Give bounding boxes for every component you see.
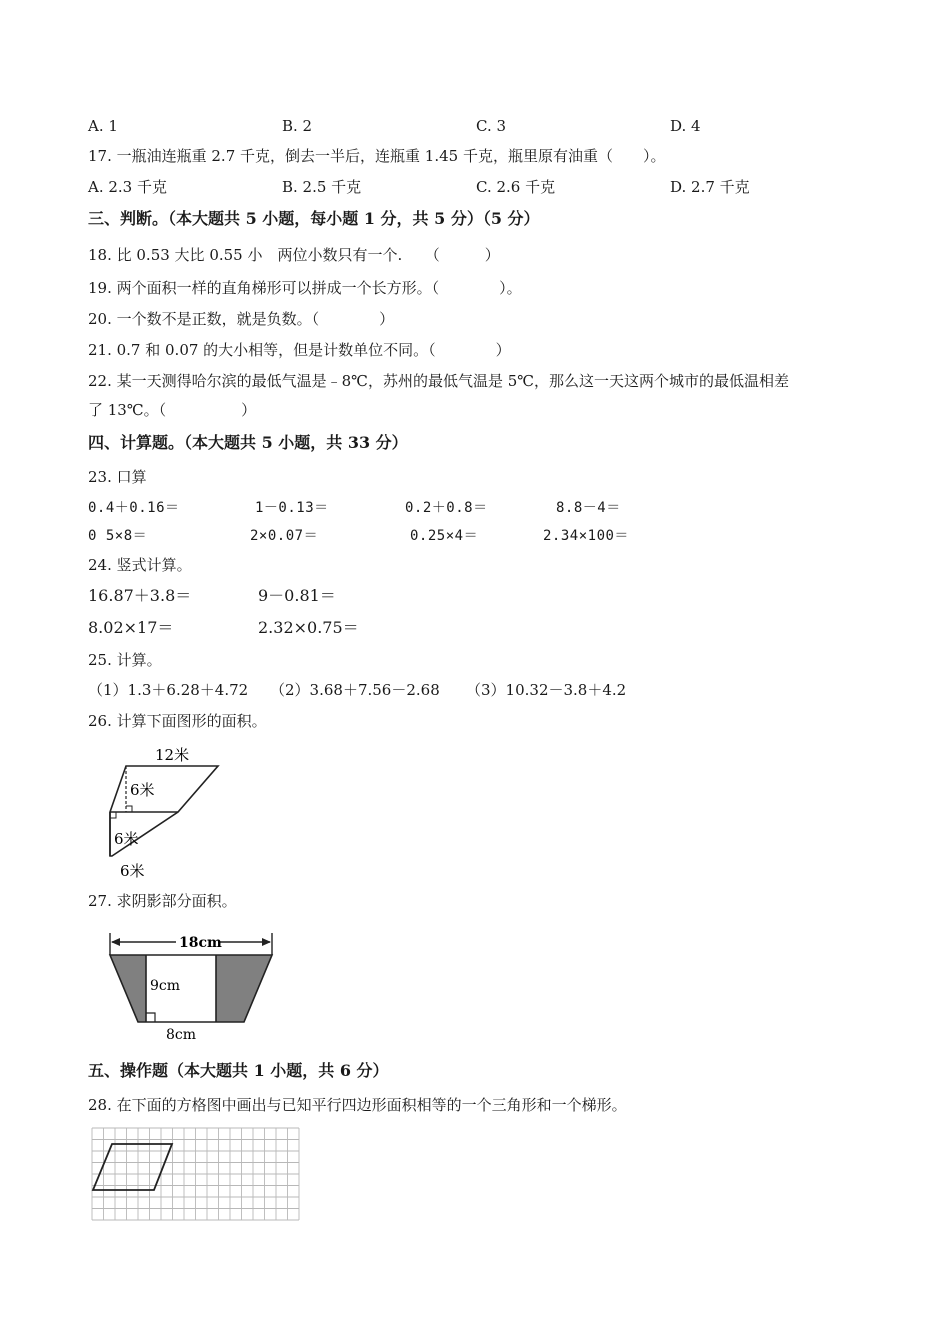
q26-right-angle-mark-lower <box>110 812 116 818</box>
q23-item: 0.2＋0.8＝ <box>405 500 488 516</box>
q17-option-b: B. 2.5 千克 <box>282 178 362 196</box>
section5-heading: 五、操作题（本大题共 1 小题，共 6 分） <box>88 1061 389 1080</box>
q16-option-a: A. 1 <box>88 117 118 135</box>
q24-item: 9－0.81＝ <box>258 586 336 605</box>
q26-label-top: 12米 <box>155 746 190 764</box>
q25-item-1: （1）1.3＋6.28＋4.72 <box>88 681 249 699</box>
q24-item: 16.87＋3.8＝ <box>88 586 192 605</box>
q27-right-angle-mark <box>146 1013 155 1022</box>
q16-option-c: C. 3 <box>476 117 507 135</box>
section4-heading: 四、计算题。（本大题共 5 小题，共 33 分） <box>88 433 408 452</box>
q26-figure <box>100 740 230 880</box>
q18-question: 18. 比 0.53 大比 0.55 小 两位小数只有一个. （ ） <box>88 246 500 264</box>
q17-option-a: A. 2.3 千克 <box>88 178 167 196</box>
q24-item: 8.02×17＝ <box>88 618 174 637</box>
q27-label-height: 9cm <box>150 978 181 994</box>
q28-grid-figure <box>90 1126 302 1226</box>
q26-label-side: 6米 <box>114 830 139 848</box>
q27-label-bottom: 8cm <box>166 1027 197 1043</box>
q26-right-angle-mark <box>126 806 132 812</box>
q27-shaded-region-right <box>216 955 272 1022</box>
q16-option-d: D. 4 <box>670 117 701 135</box>
q23-label: 23. 口算 <box>88 468 147 486</box>
q27-shaded-triangle-left <box>110 955 146 1022</box>
q23-item: 2×0.07＝ <box>250 528 319 544</box>
q28-label: 28. 在下面的方格图中画出与已知平行四边形面积相等的一个三角形和一个梯形。 <box>88 1096 627 1114</box>
q27-dim-arrow-left <box>111 938 120 946</box>
q17-option-d: D. 2.7 千克 <box>670 178 750 196</box>
q22-question-line1: 22. 某一天测得哈尔滨的最低气温是﹣8℃，苏州的最低气温是 5℃，那么这一天这两个城市的最低温相差 <box>88 372 790 390</box>
q25-item-3: （3）10.32－3.8＋4.2 <box>466 681 627 699</box>
q27-label-top: 18cm <box>179 935 222 951</box>
q28-grid-lines <box>92 1128 299 1220</box>
q25-label: 25. 计算。 <box>88 651 162 669</box>
q20-question: 20. 一个数不是正数，就是负数。（ ） <box>88 310 395 328</box>
q26-label: 26. 计算下面图形的面积。 <box>88 712 267 730</box>
q27-figure <box>100 925 285 1045</box>
q22-question-line2: 了 13℃。（ ） <box>88 401 257 419</box>
q23-item: 0.25×4＝ <box>410 528 479 544</box>
q19-question: 19. 两个面积一样的直角梯形可以拼成一个长方形。（ ）。 <box>88 279 522 297</box>
q26-label-height: 6米 <box>130 781 155 799</box>
q27-dim-arrow-right <box>262 938 271 946</box>
q23-item: 1－0.13＝ <box>255 500 329 516</box>
q23-item: 0 5×8＝ <box>88 528 148 544</box>
q26-label-bottom: 6米 <box>120 862 145 880</box>
q23-item: 2.34×100＝ <box>543 528 629 544</box>
q16-option-b: B. 2 <box>282 117 313 135</box>
section3-heading: 三、判断。（本大题共 5 小题，每小题 1 分，共 5 分）（5 分） <box>88 209 540 228</box>
q21-question: 21. 0.7 和 0.07 的大小相等，但是计数单位不同。（ ） <box>88 341 511 359</box>
q27-label: 27. 求阴影部分面积。 <box>88 892 237 910</box>
q17-option-c: C. 2.6 千克 <box>476 178 556 196</box>
q24-item: 2.32×0.75＝ <box>258 618 359 637</box>
q23-item: 8.8－4＝ <box>556 500 621 516</box>
q23-item: 0.4＋0.16＝ <box>88 500 180 516</box>
q17-question: 17. 一瓶油连瓶重 2.7 千克，倒去一半后，连瓶重 1.45 千克，瓶里原有油重（ ）。 <box>88 147 666 165</box>
q24-label: 24. 竖式计算。 <box>88 556 192 574</box>
q25-item-2: （2）3.68＋7.56－2.68 <box>270 681 440 699</box>
